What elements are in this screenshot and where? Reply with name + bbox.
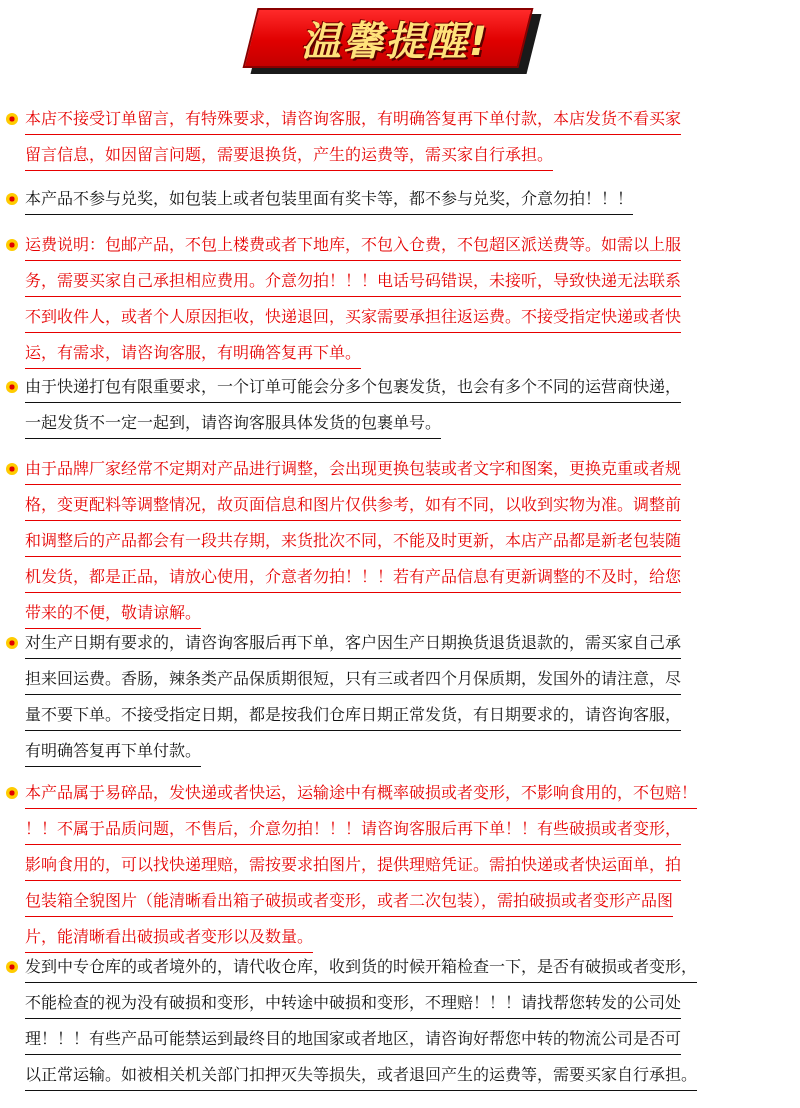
notice-line: 包装箱全貌图片（能清晰看出箱子破损或者变形，或者二次包装），需拍破损或者变形产品图 [25,890,785,926]
notice-line: 由于品牌厂家经常不定期对产品进行调整，会出现更换包装或者文字和图案，更换克重或者规 [25,458,785,494]
bullet-icon [6,637,18,649]
header-banner [250,8,540,74]
notice-line: ！！不属于品质问题，不售后，介意勿拍！！！请咨询客服后再下单！！有些破损或者变形， [25,818,785,854]
notice-line: 不能检查的视为没有破损和变形，中转途中破损和变形，不理赔！！！请找帮您转发的公司处 [25,992,785,1028]
notice-line: 对生产日期有要求的，请咨询客服后再下单，客户因生产日期换货退货退款的，需买家自己承 [25,632,785,668]
bullet-icon [6,113,18,125]
notice-line: 担来回运费。香肠，辣条类产品保质期很短，只有三或者四个月保质期，发国外的请注意，尽 [25,668,785,704]
notice-line: 运，有需求，请咨询客服，有明确答复再下单。 [25,342,785,378]
notice-line: 本店不接受订单留言，有特殊要求，请咨询客服，有明确答复再下单付款，本店发货不看买家 [25,108,785,144]
notice-line: 本产品属于易碎品，发快递或者快运，运输途中有概率破损或者变形，不影响食用的，不包赔！ [25,782,785,818]
notice-line: 发到中专仓库的或者境外的，请代收仓库，收到货的时候开箱检查一下，是否有破损或者变形， [25,956,785,992]
notice-line: 和调整后的产品都会有一段共存期，来货批次不同，不能及时更新，本店产品都是新老包装随 [25,530,785,566]
notice-line: 机发货，都是正品，请放心使用，介意者勿拍！！！若有产品信息有更新调整的不及时，给您 [25,566,785,602]
notice-line: 片，能清晰看出破损或者变形以及数量。 [25,926,785,962]
notice-line: 务，需要买家自己承担相应费用。介意勿拍！！！电话号码错误，未接听，导致快递无法联系 [25,270,785,306]
notice-line: 影响食用的，可以找快递理赔，需按要求拍图片，提供理赔凭证。需拍快递或者快运面单，拍 [25,854,785,890]
notice-line: 本产品不参与兑奖，如包装上或者包装里面有奖卡等，都不参与兑奖，介意勿拍！！！ [25,188,785,224]
notice-line: 一起发货不一定一起到，请咨询客服具体发货的包裹单号。 [25,412,785,448]
notice-line: 量不要下单。不接受指定日期，都是按我们仓库日期正常发货，有日期要求的，请咨询客服， [25,704,785,740]
notice-line: 留言信息，如因留言问题，需要退换货，产生的运费等，需买家自行承担。 [25,144,785,180]
notice-line: 有明确答复再下单付款。 [25,740,785,776]
notice-line: 理！！！有些产品可能禁运到最终目的地国家或者地区，请咨询好帮您中转的物流公司是否可 [25,1028,785,1064]
bullet-icon [6,787,18,799]
notice-line: 带来的不便，敬请谅解。 [25,602,785,638]
notice-line: 由于快递打包有限重要求，一个订单可能会分多个包裹发货，也会有多个不同的运营商快递， [25,376,785,412]
bullet-icon [6,239,18,251]
bullet-icon [6,381,18,393]
bullet-icon [6,961,18,973]
notice-line: 以正常运输。如被相关机关部门扣押灭失等损失，或者退回产生的运费等，需要买家自行承担。 [25,1064,785,1100]
notice-line: 格，变更配料等调整情况，故页面信息和图片仅供参考，如有不同，以收到实物为准。调整前 [25,494,785,530]
bullet-icon [6,193,18,205]
notice-line: 不到收件人，或者个人原因拒收，快递退回，买家需要承担往返运费。不接受指定快递或者快 [25,306,785,342]
notice-line: 运费说明：包邮产品，不包上楼费或者下地库，不包入仓费，不包超区派送费等。如需以上服 [25,234,785,270]
bullet-icon [6,463,18,475]
page-title: 温馨提醒! [300,18,490,65]
